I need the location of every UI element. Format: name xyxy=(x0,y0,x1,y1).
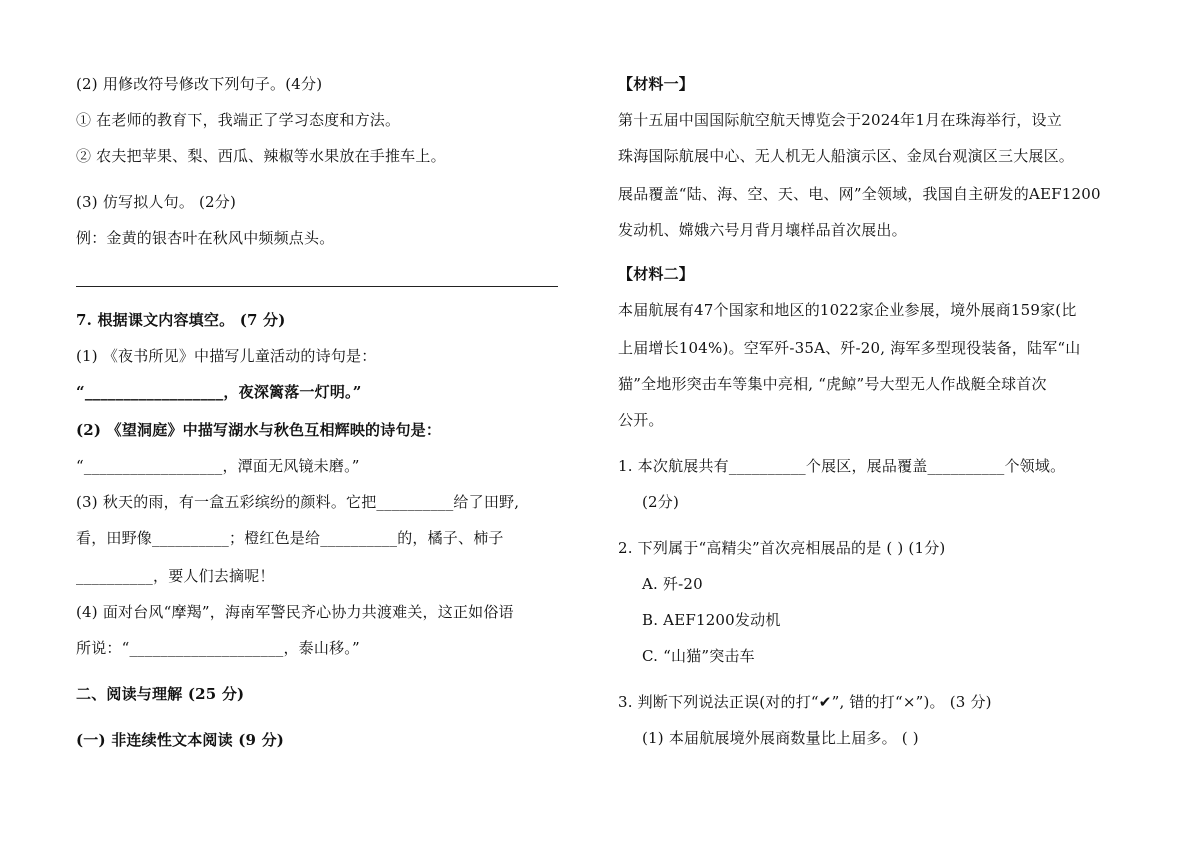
section-2-part-1-title: (一) 非连续性文本阅读 (9 分) xyxy=(76,731,285,749)
material-2-line-1: 本届航展有47个国家和地区的1022家企业参展，境外展商159家(比 xyxy=(618,301,1077,319)
material-2-title: 【材料二】 xyxy=(618,265,695,283)
question-6-2: (2) 用修改符号修改下列句子。(4分) xyxy=(76,75,323,93)
answer-line xyxy=(76,286,558,287)
question-6-2-sentence-2: ② 农夫把苹果、梨、西瓜、辣椒等水果放在手推车上。 xyxy=(76,147,446,165)
question-7-2-blank: “__________________，潭面无风镜未磨。” xyxy=(76,457,360,475)
material-2-line-3: 猫”全地形突击车等集中亮相, “虎鲸”号大型无人作战艇全球首次 xyxy=(618,375,1047,393)
material-2-line-4: 公开。 xyxy=(618,411,664,429)
reading-question-3: 3. 判断下列说法正误(对的打“✔”, 错的打“×”)。 (3 分) xyxy=(618,693,992,711)
question-7-2: (2) 《望洞庭》中描写湖水与秋色互相辉映的诗句是： xyxy=(76,421,442,439)
material-1-line-3: 展品覆盖“陆、海、空、天、电、网”全领域，我国自主研发的AEF1200 xyxy=(618,185,1101,203)
reading-question-1: 1. 本次航展共有__________个展区，展品覆盖__________个领域。 xyxy=(618,457,1066,475)
reading-question-3-1: (1) 本届航展境外展商数量比上届多。 ( ) xyxy=(642,729,919,747)
material-1-title: 【材料一】 xyxy=(618,75,695,93)
question-6-3: (3) 仿写拟人句。 (2分) xyxy=(76,193,237,211)
material-2-line-2: 上届增长104%)。空军歼-35A、歼-20, 海军多型现役装备，陆军“山 xyxy=(618,339,1081,357)
question-7-3-line-2: 看，田野像__________；橙红色是给__________的，橘子、柿子 xyxy=(76,529,504,547)
question-7-4-line-2: 所说：“____________________，泰山移。” xyxy=(76,639,360,657)
material-1-line-1: 第十五届中国国际航空航天博览会于2024年1月在珠海举行，设立 xyxy=(618,111,1062,129)
question-7-1: (1) 《夜书所见》中描写儿童活动的诗句是： xyxy=(76,347,377,365)
reading-question-2-option-c: C. “山猫”突击车 xyxy=(642,647,755,665)
question-6-3-example: 例：金黄的银杏叶在秋风中频频点头。 xyxy=(76,229,335,247)
material-1-line-4: 发动机、嫦娥六号月背月壤样品首次展出。 xyxy=(618,221,907,239)
question-7-3-line-1: (3) 秋天的雨，有一盒五彩缤纷的颜料。它把__________给了田野, xyxy=(76,493,520,511)
question-7-title: 7. 根据课文内容填空。 (7 分) xyxy=(76,311,286,329)
question-7-3-line-3: __________，要人们去摘呢！ xyxy=(76,567,275,585)
question-7-1-blank: “__________________，夜深篱落一灯明。” xyxy=(76,383,362,401)
section-2-title: 二、阅读与理解 (25 分) xyxy=(76,685,245,703)
reading-question-1-score: (2分) xyxy=(642,493,680,511)
question-7-4-line-1: (4) 面对台风“摩羯”，海南军警民齐心协力共渡难关，这正如俗语 xyxy=(76,603,514,621)
reading-question-2-option-a: A. 歼-20 xyxy=(642,575,703,593)
material-1-line-2: 珠海国际航展中心、无人机无人船演示区、金凤台观演区三大展区。 xyxy=(618,147,1075,165)
question-6-2-sentence-1: ① 在老师的教育下，我端正了学习态度和方法。 xyxy=(76,111,401,129)
reading-question-2: 2. 下列属于“高精尖”首次亮相展品的是 ( ) (1分) xyxy=(618,539,946,557)
reading-question-2-option-b: B. AEF1200发动机 xyxy=(642,611,781,629)
